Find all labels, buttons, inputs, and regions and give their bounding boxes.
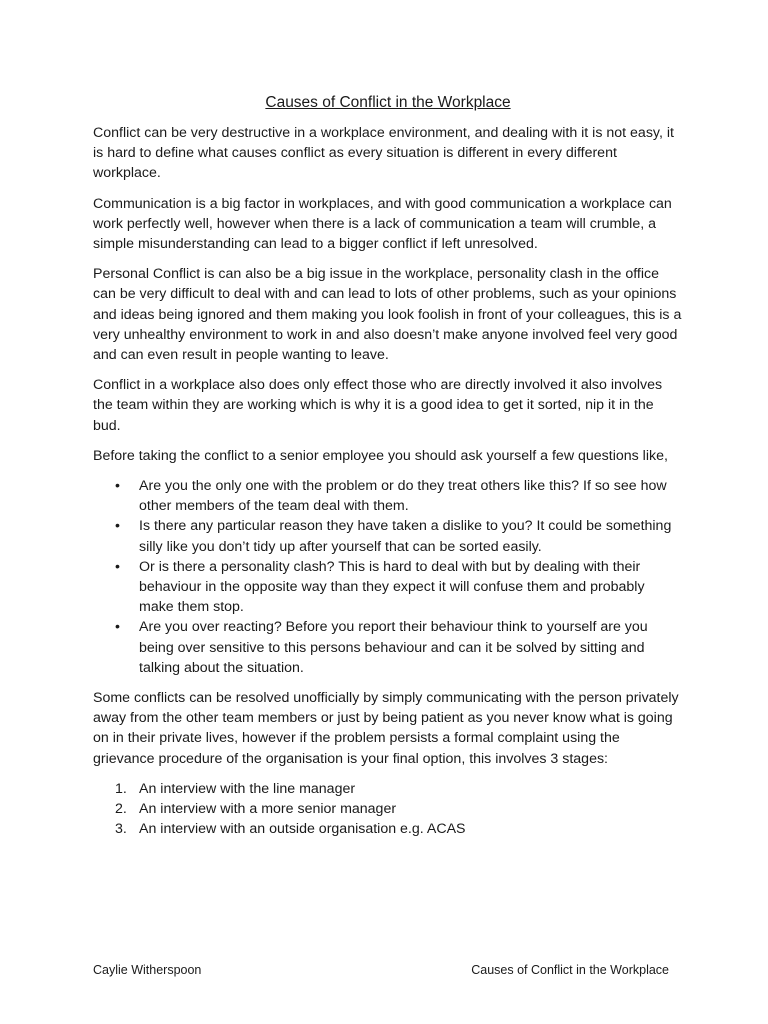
bullet-icon: • [115,518,120,535]
paragraph-team-impact: Conflict in a workplace also does only effect those who are directly involved it also involves the team within they are working which is why it is a good idea to get it sorted, nip it in the bud. [93,377,663,434]
page-title: Causes of Conflict in the Workplace [265,94,511,111]
stage-text: An interview with a more senior manager [139,801,397,818]
stage-text: An interview with the line manager [139,780,356,797]
footer-title: Causes of Conflict in the Workplace [471,963,669,977]
stage-number: 1. [115,780,127,797]
list-item-text: Are you over reacting? Before you report their behaviour think to yourself are you being over sensitive to this persons behaviour and can it be solved by sitting and talking about the situation. [139,619,648,676]
stage-item [93,819,683,839]
paragraph-questions-intro: Before taking the conflict to a senior employee you should ask yourself a few questions like, [93,447,668,464]
document-body [93,93,683,840]
list-item-text: Or is there a personality clash? This is hard to deal with but by dealing with their behaviour in the opposite way than they expect it will confuse them and probably make them stop. [139,558,645,616]
bullet-icon: • [115,619,120,636]
paragraph-intro: Conflict can be very destructive in a workplace environment, and dealing with it is not easy, it is hard to define what causes conflict as every situation is different in every different workplace. [93,125,674,182]
paragraph-communication: Communication is a big factor in workplaces, and with good communication a workplace can work perfectly well, however when there is a lack of communication a team will crumble, a simple misunderstanding can lead to a bigger conflict if left unresolved. [93,195,672,253]
paragraph-resolution: Some conflicts can be resolved unofficially by simply communicating with the person privately away from the other team members or just by being patient as you never know what is going on in their private lives, however if the problem persists a formal complaint using the grievance procedure of the organisation is your final option, this involves 3 stages: [93,690,679,767]
list-item-text: Are you the only one with the problem or do they treat others like this? If so see how other members of the team deal with them. [139,478,667,515]
list-item [93,516,683,556]
stage-number: 2. [115,801,127,818]
stage-text: An interview with an outside organisation e.g. ACAS [139,821,466,838]
bullet-icon: • [115,478,120,495]
list-item [93,557,683,618]
page-footer [93,962,669,978]
list-item [93,617,683,678]
stage-number: 3. [115,821,127,838]
footer-author: Caylie Witherspoon [93,963,202,977]
bullet-icon: • [115,558,120,575]
question-list [93,476,683,678]
list-item-text: Is there any particular reason they have taken a dislike to you? It could be something silly like you don’t tidy up after yourself that can be sorted easily. [139,518,672,555]
paragraph-personal-conflict: Personal Conflict is can also be a big issue in the workplace, personality clash in the office can be very difficult to deal with and can lead to lots of other problems, such as your opinions and ideas being ignored and them making you look foolish in front of your colleagues, this is a very unhealthy environment to work in and also doesn’t make anyone involved feel very good and can even result in people wanting to leave. [93,266,682,364]
stages-list [93,779,683,840]
list-item [93,476,683,516]
stage-item [93,779,683,799]
stage-item [93,799,683,819]
